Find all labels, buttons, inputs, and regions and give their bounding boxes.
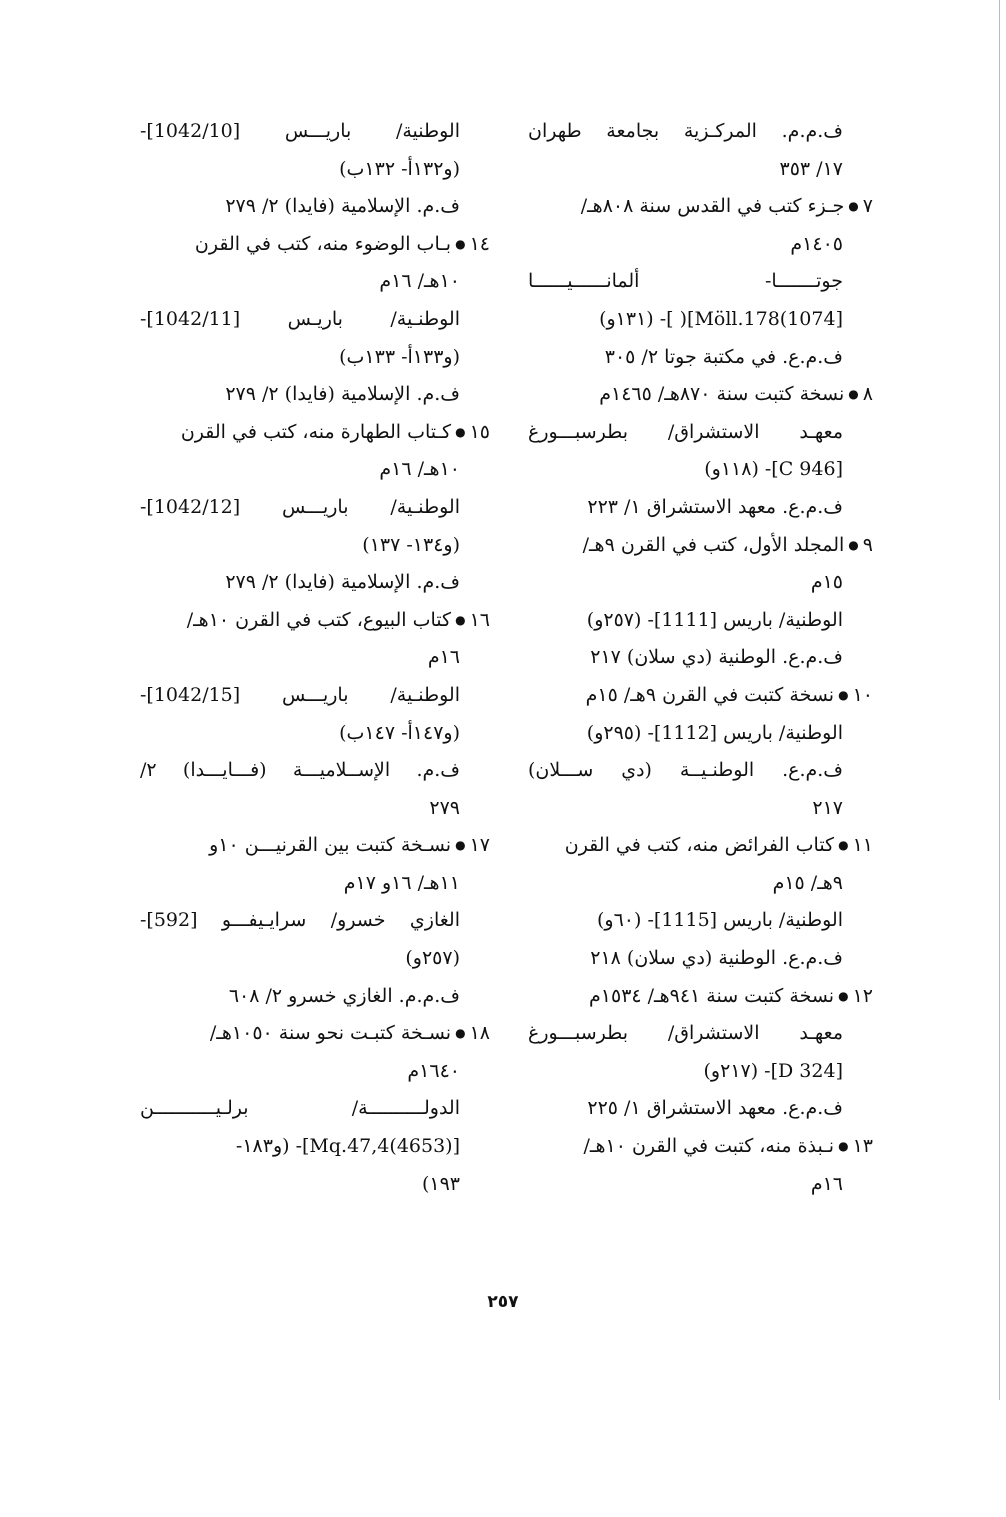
bullet-icon: ● [838,988,849,1003]
left-column-line [140,564,490,602]
right-column-line [528,414,873,452]
line-text: ١٠هـ/ ١٦م [379,458,460,481]
bullet-icon: ● [838,1139,849,1154]
right-column-line [528,376,873,414]
right-column-line [528,489,873,527]
line-text: [(4653)Mq.47,4]- (و١٨٣- [235,1135,460,1158]
left-column-line [140,790,490,828]
right-column-line [528,564,873,602]
entry-number: ١٠ [852,683,873,706]
bullet-icon: ● [455,424,466,439]
left-column-line [140,113,490,151]
right-column-line [528,639,873,677]
line-text: [1074)Möll.178]( ]- (١٣١و) [599,307,843,330]
left-column-line [140,489,490,527]
left-column-line [140,1166,490,1204]
right-column-line [528,339,873,377]
line-text: ١٥م [810,571,843,594]
bullet-icon: ● [455,838,466,853]
line-text: الوطنية/ باريـــس [1042/10]- [140,120,460,142]
left-column-line [140,339,490,377]
entry-number: ١٢ [852,984,873,1007]
line-text: (و١٣٣أ- ١٣٣ب) [339,345,460,368]
left-column-line [140,752,490,790]
left-column-line [140,865,490,903]
entry-number: ١٤ [469,232,490,255]
right-column-line [528,752,873,790]
line-text: ف.م.ع. في مكتبة جوتا ٢/ ٣٠٥ [604,345,843,368]
bullet-icon: ● [848,537,859,552]
line-text: ف.م. الإســلاميـــة (فـــايـــدا) ٢/ [140,759,460,782]
line-text: الدولــــــــــة/ برلـيـــــــــــن [140,1097,460,1120]
right-column-line [528,226,873,264]
line-text: ف.م.ع. الوطنية (دي سلان) ٢١٧ [590,646,843,669]
line-text: ف.م.ع. الوطنية (دي سلان) ٢١٨ [590,947,843,970]
left-column-line [140,602,490,640]
line-text: ١٩٣) [421,1172,460,1195]
entry-number: ١٦ [469,608,490,631]
line-text: الوطنية/ باريس [1112]- (٢٩٥و) [586,721,843,744]
line-text: الوطنـية/ باريـــس [1042/15]- [140,683,460,706]
right-column-line [528,527,873,565]
right-column-line [528,715,873,753]
line-text: ٢١٧ [812,796,843,819]
right-column-line [528,1090,873,1128]
line-text: نسخة كتبت سنة ٩٤١هـ/ ١٥٣٤م [589,984,835,1007]
left-column-line [140,1053,490,1091]
line-text: ف.م.م. المركـزية بجامعة طهران [528,120,843,142]
right-column-line [528,865,873,903]
line-text: ف.م. الإسلامية (فايدا) ٢/ ٢٧٩ [225,571,460,594]
line-text: الغازي خسرو/ سرايـيفـــو [592]- [140,909,460,932]
left-column-line [140,1090,490,1128]
right-column-line [528,451,873,489]
line-text: ١٦٤٠م [407,1059,460,1082]
line-text: (٢٥٧و) [405,947,460,970]
right-column-line [528,188,873,226]
right-column-line [528,1128,873,1166]
line-text: المجلد الأول، كتب في القرن ٩هـ/ [582,533,845,556]
line-text: معهـد الاستشراق/ بطرسبـــورغ [528,1022,843,1045]
line-text: جـزء كتب في القدس سنة ٨٠٨هـ/ [580,195,845,218]
right-column-line [528,978,873,1016]
bullet-icon: ● [838,838,849,853]
left-column-line [140,827,490,865]
left-column-line [140,940,490,978]
entry-number: ٧ [862,195,873,218]
line-text: كتاب البيوع، كتب في القرن ١٠هـ/ [186,608,452,631]
left-column-line [140,1015,490,1053]
left-column-line [140,188,490,226]
line-text: الوطنـية/ باريـس [1042/11]- [140,307,460,330]
entry-number: ٩ [862,533,873,556]
left-column-line [140,902,490,940]
left-column-line [140,1128,490,1166]
right-column-line [528,1166,873,1204]
line-text: [D 324]- (٢١٧و) [703,1059,843,1082]
entry-number: ١٨ [469,1022,490,1045]
line-text: معهـد الاستشراق/ بطرسبـــورغ [528,420,843,443]
left-column-line [140,451,490,489]
left-column [140,113,490,1203]
bullet-icon: ● [848,387,859,402]
line-text: ١٧/ ٣٥٣ [779,157,843,180]
right-column-line [528,827,873,865]
line-text: (و١٤٧أ- ١٤٧ب) [339,721,460,744]
line-text: ف.م.ع. معهد الاستشراق ١/ ٢٢٣ [587,495,843,518]
right-column-line [528,151,873,189]
line-text: ٢٧٩ [429,796,460,819]
line-text: نسخة كتبت سنة ٨٧٠هـ/ ١٤٦٥م [599,383,845,406]
line-text: كـتاب الطهارة منه، كتب في القرن [180,420,452,443]
bullet-icon: ● [838,688,849,703]
line-text: ١١هـ/ ١٦و ١٧م [343,871,460,894]
bullet-icon: ● [455,612,466,627]
left-column-line [140,226,490,264]
bullet-icon: ● [848,199,859,214]
line-text: ف.م. الإسلامية (فايدا) ٢/ ٢٧٩ [225,195,460,218]
entry-number: ١٧ [469,834,490,857]
bullet-icon: ● [455,1026,466,1041]
left-column-line [140,978,490,1016]
left-column-line [140,151,490,189]
right-column [528,113,873,1203]
line-text: ٩هـ/ ١٥م [772,871,843,894]
right-column-line [528,677,873,715]
right-column-line [528,602,873,640]
left-column-line [140,677,490,715]
left-column-line [140,527,490,565]
page-number: ٢٥٧ [487,1292,519,1312]
left-column-line [140,263,490,301]
entry-number: ١٥ [469,420,490,443]
line-text: ف.م.ع. الوطنـيــة (دي ســـلان) [528,759,843,782]
line-text: الوطنية/ باريس [1115]- (٦٠و) [597,909,843,932]
line-text: (و١٣٢أ- ١٣٢ب) [339,157,460,180]
line-text: ف.م.م. الغازي خسرو ٢/ ٦٠٨ [228,984,460,1007]
line-text: كتاب الفرائض منه، كتب في القرن [564,834,835,857]
line-text: ١٤٠٥م [790,232,843,255]
line-text: ١٦م [810,1172,843,1195]
left-column-line [140,715,490,753]
entry-number: ١١ [852,834,873,857]
right-column-line [528,263,873,301]
right-column-line [528,902,873,940]
right-column-line [528,301,873,339]
left-column-line [140,301,490,339]
line-text: بـاب الوضوء منه، كتب في القرن [194,232,452,255]
right-column-line [528,940,873,978]
line-text: ف.م.ع. معهد الاستشراق ١/ ٢٢٥ [587,1097,843,1120]
line-text: ١٠هـ/ ١٦م [379,270,460,293]
right-column-line [528,1053,873,1091]
line-text: نسـخة كتبت بين القرنيـــن ١٠و [209,834,452,857]
line-text: نسخة كتبت في القرن ٩هـ/ ١٥م [585,683,835,706]
scan-edge-line [999,0,1000,1400]
line-text: ١٦م [427,646,460,669]
left-column-line [140,639,490,677]
line-text: ف.م. الإسلامية (فايدا) ٢/ ٢٧٩ [225,383,460,406]
bullet-icon: ● [455,236,466,251]
line-text: الوطنية/ باريس [1111]- (٢٥٧و) [586,608,843,631]
line-text: جوتـــــــا- ألمانــــــيــــــا [528,270,843,293]
line-text: نسـخة كتبـت نحو سنة ١٠٥٠هـ/ [209,1022,452,1045]
entry-number: ٨ [862,383,873,406]
left-column-line [140,376,490,414]
line-text: (و١٣٤- ١٣٧) [362,533,460,556]
left-column-line [140,414,490,452]
line-text: الوطنـية/ باريـــس [1042/12]- [140,495,460,518]
entry-number: ١٣ [852,1135,873,1158]
right-column-line [528,1015,873,1053]
line-text: نـبذة منه، كتبت في القرن ١٠هـ/ [583,1135,835,1158]
line-text: [C 946]- (١١٨و) [704,458,843,481]
right-column-line [528,113,873,151]
right-column-line [528,790,873,828]
